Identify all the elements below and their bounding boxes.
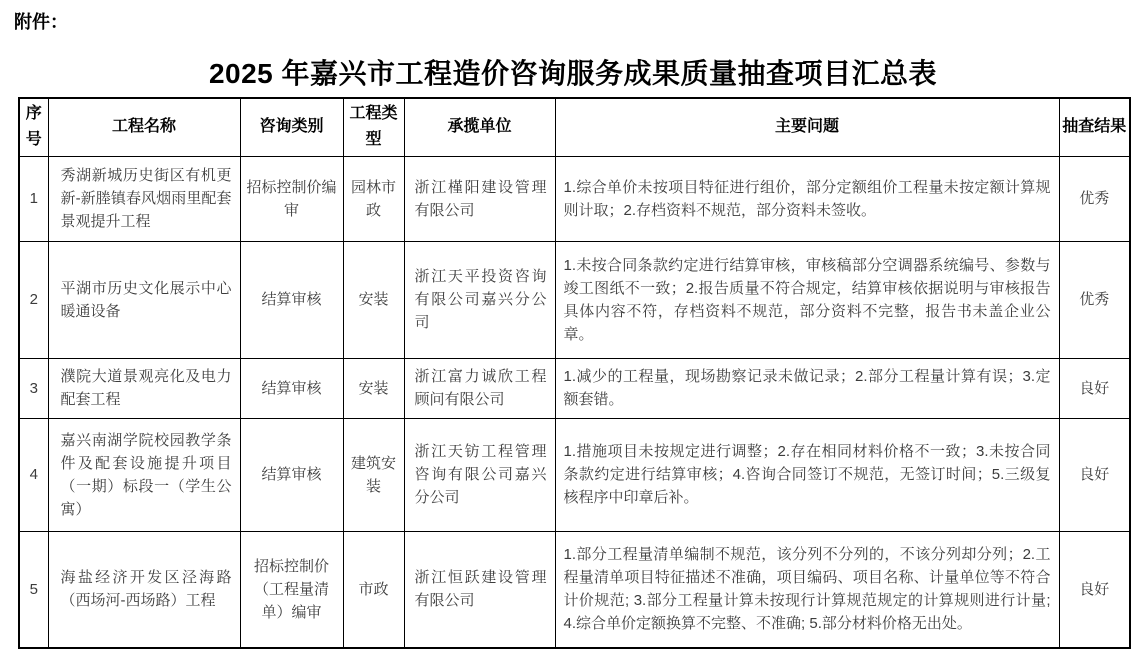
cell-type: 建筑安装 — [343, 418, 404, 531]
cell-unit: 浙江恒跃建设管理有限公司 — [404, 531, 555, 648]
cell-category: 结算审核 — [240, 418, 343, 531]
cell-serial: 4 — [19, 418, 48, 531]
cell-serial: 5 — [19, 531, 48, 648]
cell-result: 良好 — [1059, 358, 1130, 418]
cell-project-name: 嘉兴南湖学院校园教学条件及配套设施提升项目（一期）标段一（学生公寓） — [48, 418, 240, 531]
cell-project-name: 秀湖新城历史街区有机更新-新塍镇春风烟雨里配套景观提升工程 — [48, 156, 240, 241]
column-header-name: 工程名称 — [48, 98, 240, 156]
cell-type: 市政 — [343, 531, 404, 648]
cell-category: 招标控制价（工程量清单）编审 — [240, 531, 343, 648]
cell-type: 安装 — [343, 241, 404, 358]
attachment-label: 附件： — [14, 12, 68, 32]
table-row — [19, 418, 1130, 531]
cell-project-name: 平湖市历史文化展示中心暖通设备 — [48, 241, 240, 358]
cell-category: 结算审核 — [240, 358, 343, 418]
cell-unit: 浙江天平投资咨询有限公司嘉兴分公司 — [404, 241, 555, 358]
column-header-unit: 承揽单位 — [404, 98, 555, 156]
cell-result: 良好 — [1059, 418, 1130, 531]
cell-issues: 1.措施项目未按规定进行调整；2.存在相同材料价格不一致；3.未按合同条款约定进行结算审核；4.咨询合同签订不规范，无签订时间；5.三级复核程序中印章后补。 — [555, 418, 1059, 531]
cell-unit: 浙江富力诚欣工程顾问有限公司 — [404, 358, 555, 418]
cell-serial: 1 — [19, 156, 48, 241]
column-header-type: 工程类型 — [343, 98, 404, 156]
summary-table — [18, 97, 1131, 649]
table-row — [19, 241, 1130, 358]
cell-type: 安装 — [343, 358, 404, 418]
cell-issues: 1.部分工程量清单编制不规范，该分列不分列的，不该分列却分列；2.工程量清单项目特征描述不准确，项目编码、项目名称、计量单位等不符合计价规范; 3.部分工程量计算未按现行计算规范规定的计算规则进行计量; 4.综合单价定额换算不完整、不准确; 5.部分材料价格无出处。 — [555, 531, 1059, 648]
cell-issues: 1.减少的工程量，现场勘察记录未做记录；2.部分工程量计算有误；3.定额套错。 — [555, 358, 1059, 418]
cell-category: 结算审核 — [240, 241, 343, 358]
table-row — [19, 531, 1130, 648]
cell-result: 优秀 — [1059, 241, 1130, 358]
column-header-serial: 序号 — [19, 98, 48, 156]
cell-issues: 1.未按合同条款约定进行结算审核，审核稿部分空调器系统编号、参数与竣工图纸不一致；2.报告质量不符合规定，结算审核依据说明与审核报告具体内容不符，存档资料不规范，部分资料不完整，报告书未盖企业公章。 — [555, 241, 1059, 358]
cell-unit: 浙江天钫工程管理咨询有限公司嘉兴分公司 — [404, 418, 555, 531]
cell-result: 优秀 — [1059, 156, 1130, 241]
cell-type: 园林市政 — [343, 156, 404, 241]
header-row — [19, 98, 1130, 156]
page-title: 2025 年嘉兴市工程造价咨询服务成果质量抽查项目汇总表 — [208, 58, 938, 89]
column-header-category: 咨询类别 — [240, 98, 343, 156]
cell-project-name: 海盐经济开发区泾海路（西场河-西场路）工程 — [48, 531, 240, 648]
table-row — [19, 156, 1130, 241]
column-header-issues: 主要问题 — [555, 98, 1059, 156]
cell-serial: 2 — [19, 241, 48, 358]
cell-project-name: 濮院大道景观亮化及电力配套工程 — [48, 358, 240, 418]
cell-issues: 1.综合单价未按项目特征进行组价，部分定额组价工程量未按定额计算规则计取；2.存档资料不规范，部分资料未签收。 — [555, 156, 1059, 241]
cell-unit: 浙江槿阳建设管理有限公司 — [404, 156, 555, 241]
cell-serial: 3 — [19, 358, 48, 418]
table-row — [19, 358, 1130, 418]
cell-category: 招标控制价编审 — [240, 156, 343, 241]
cell-result: 良好 — [1059, 531, 1130, 648]
column-header-result: 抽查结果 — [1059, 98, 1130, 156]
